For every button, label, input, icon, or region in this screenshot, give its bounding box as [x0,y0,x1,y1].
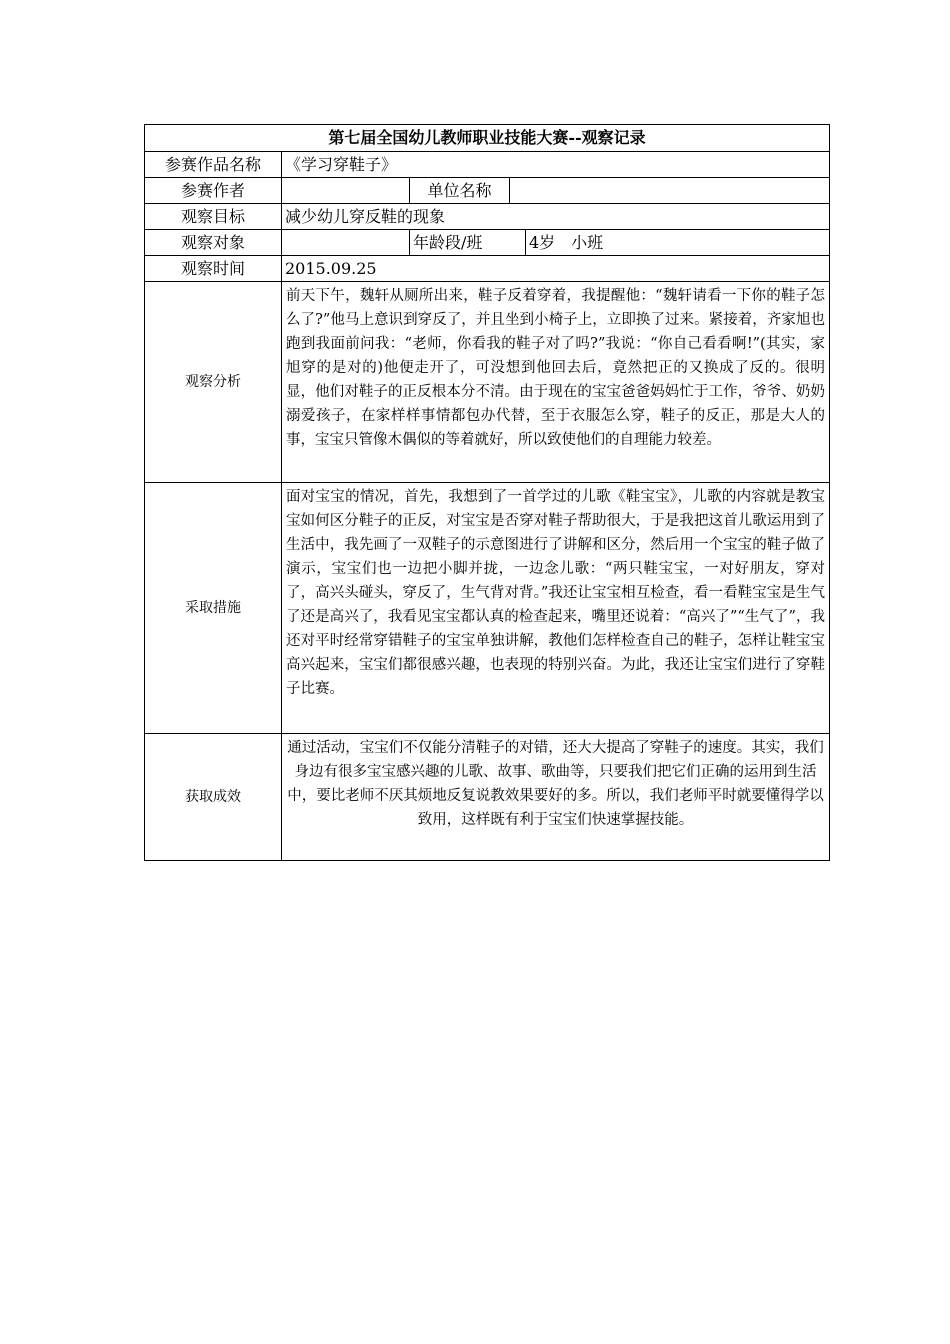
form-title: 第七届全国幼儿教师职业技能大赛--观察记录 [145,125,830,152]
results-label: 获取成效 [145,734,282,861]
unit-name-value [510,178,830,204]
work-name-row [145,152,830,178]
time-row [145,256,830,282]
measures-text: 面对宝宝的情况，首先，我想到了一首学过的儿歌《鞋宝宝》，儿歌的内容就是教宝宝如何区分鞋子的正反，对宝宝是否穿对鞋子帮助很大，于是我把这首儿歌运用到了生活中，我先画了一双鞋子的示意图进行了讲解和区分，然后用一个宝宝的鞋子做了演示，宝宝们也一边把小脚并拢，一边念儿歌：“两只鞋宝宝，一对好朋友，穿对了，高兴头碰头，穿反了，生气背对背。”我还让宝宝相互检查，看一看鞋宝宝是生气了还是高兴了，我看见宝宝都认真的检查起来，嘴里还说着：“高兴了”“生气了”，我还对平时经常穿错鞋子的宝宝单独讲解，教他们怎样检查自己的鞋子，怎样让鞋宝宝高兴起来，宝宝们都很感兴趣，也表现的特别兴奋。为此，我还让宝宝们进行了穿鞋子比赛。 [282,483,830,734]
author-value [282,178,410,204]
unit-name-label: 单位名称 [410,178,510,204]
goal-value: 减少幼儿穿反鞋的现象 [282,204,830,230]
observation-record-sheet [144,124,829,861]
work-name-value: 《学习穿鞋子》 [282,152,830,178]
title-row [145,125,830,152]
goal-row [145,204,830,230]
analysis-row [145,282,830,483]
subject-label: 观察对象 [145,230,282,256]
author-label: 参赛作者 [145,178,282,204]
measures-label: 采取措施 [145,483,282,734]
grade-value: 4岁 小班 [526,230,830,256]
results-row [145,734,830,861]
goal-label: 观察目标 [145,204,282,230]
time-label: 观察时间 [145,256,282,282]
analysis-label: 观察分析 [145,282,282,483]
measures-row [145,483,830,734]
time-value: 2015.09.25 [282,256,830,282]
analysis-text: 前天下午，魏轩从厕所出来，鞋子反着穿着，我提醒他：“魏轩请看一下你的鞋子怎么了?”他马上意识到穿反了，并且坐到小椅子上，立即换了过来。紧接着，齐家旭也跑到我面前问我：“老师，你看我的鞋子对了吗?”我说：“你自己看看啊!”(其实，家旭穿的是对的)他便走开了，可没想到他回去后，竟然把正的又换成了反的。很明显，他们对鞋子的正反根本分不清。由于现在的宝宝爸爸妈妈忙于工作，爷爷、奶奶溺爱孩子，在家样样事情都包办代替，至于衣服怎么穿，鞋子的反正，那是大人的事，宝宝只管像木偶似的等着就好，所以致使他们的自理能力较差。 [282,282,830,483]
results-text: 通过活动，宝宝们不仅能分清鞋子的对错，还大大提高了穿鞋子的速度。其实，我们身边有很多宝宝感兴趣的儿歌、故事、歌曲等，只要我们把它们正确的运用到生活中，要比老师不厌其烦地反复说教效果要好的多。所以，我们老师平时就要懂得学以致用，这样既有利于宝宝们快速掌握技能。 [282,734,830,861]
subject-row [145,230,830,256]
author-row [145,178,830,204]
subject-value [282,230,410,256]
grade-label: 年龄段/班 [410,230,526,256]
work-name-label: 参赛作品名称 [145,152,282,178]
observation-record-table [144,124,830,861]
